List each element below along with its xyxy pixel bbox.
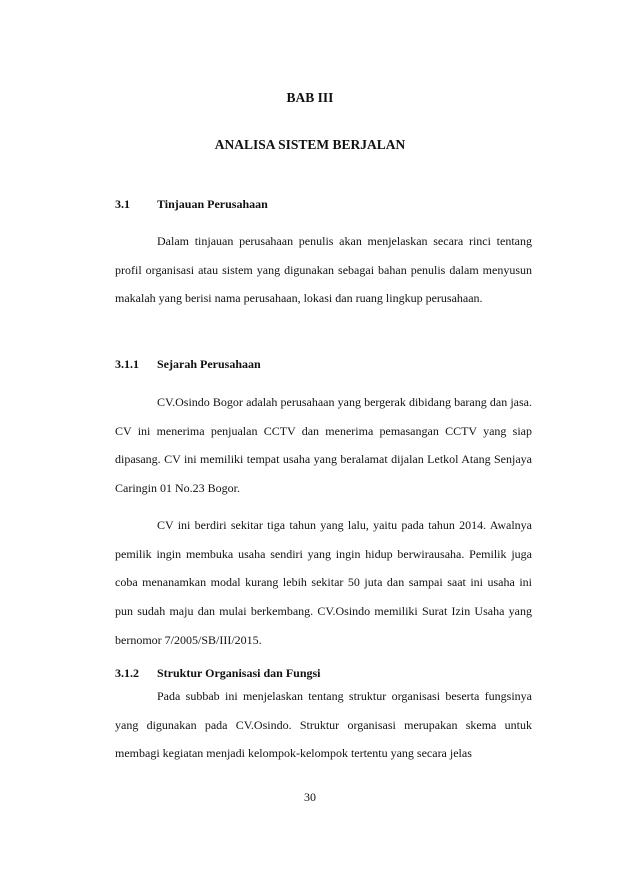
section-title: Tinjauan Perusahaan [157, 197, 268, 211]
section-heading [115, 666, 321, 681]
page-number: 30 [304, 790, 316, 804]
section-title: Struktur Organisasi dan Fungsi [157, 666, 321, 680]
section-heading [115, 197, 268, 212]
section-number: 3.1.1 [115, 357, 139, 371]
paragraph: Dalam tinjauan perusahaan penulis akan menjelaskan secara rinci tentang profil organisasi atau sistem yang digunakan sebagai bahan penulis dalam menyusun makalah yang berisi nama perusahaan, lokasi dan ruang lingkup perusahaan. [115, 234, 532, 306]
chapter-title: ANALISA SISTEM BERJALAN [214, 137, 406, 152]
section-number: 3.1 [115, 197, 130, 211]
chapter-label: BAB III [286, 90, 334, 105]
paragraph: CV ini berdiri sekitar tiga tahun yang lalu, yaitu pada tahun 2014. Awalnya pemilik ingin membuka usaha sendiri yang ingin hidup berwirausaha. Pemilik juga coba menanamkan modal kurang lebih sekitar 50 juta dan sampai saat ini usaha ini pun sudah maju dan mulai berkembang. CV.Osindo memiliki Surat Izin Usaha yang bernomor 7/2005/SB/III/2015. [115, 518, 532, 647]
paragraph: CV.Osindo Bogor adalah perusahaan yang bergerak dibidang barang dan jasa. CV ini menerima penjualan CCTV dan menerima pemasangan CCTV yang siap dipasang. CV ini memiliki tempat usaha yang beralamat dijalan Letkol Atang Senjaya Caringin 01 No.23 Bogor. [115, 395, 532, 496]
section-title: Sejarah Perusahaan [157, 357, 261, 371]
paragraph: Pada subbab ini menjelaskan tentang struktur organisasi beserta fungsinya yang digunakan pada CV.Osindo. Struktur organisasi merupakan skema untuk membagi kegiatan menjadi kelompok-kelompok tertentu yang secara jelas [115, 689, 532, 761]
section-heading [115, 357, 261, 372]
section-number: 3.1.2 [115, 666, 139, 680]
